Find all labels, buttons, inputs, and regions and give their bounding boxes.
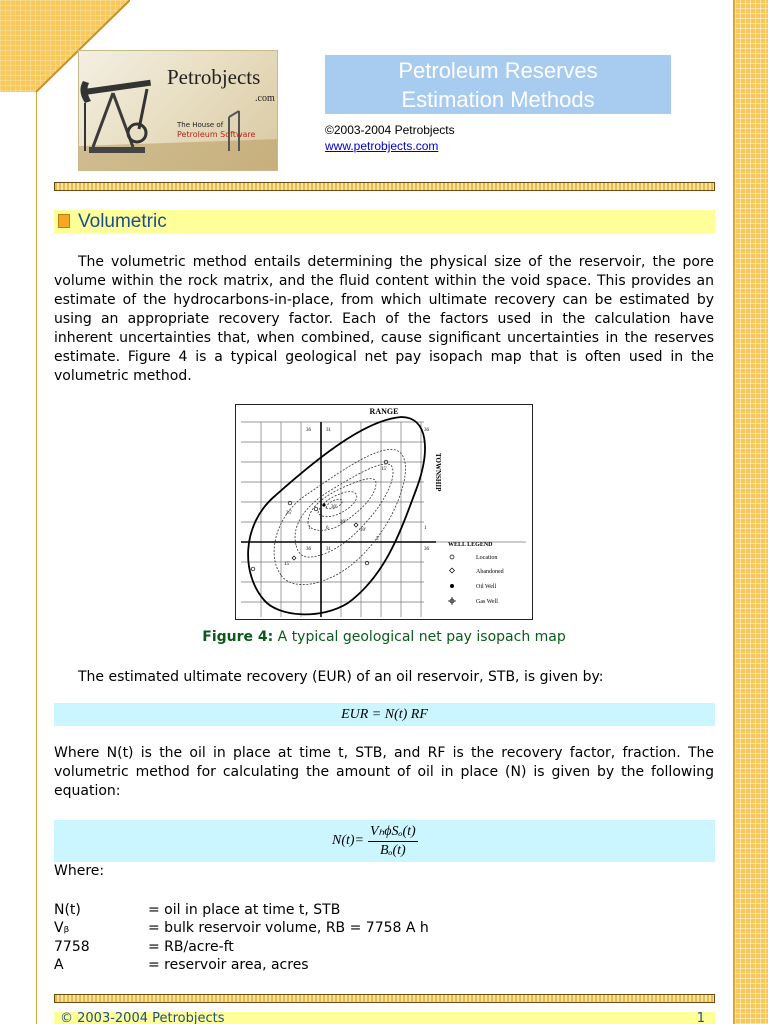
section-number: 1 [308,526,311,531]
oil-well-icon [322,503,325,506]
top-divider-bar [54,182,715,191]
equation-numerator: VₕϕSₒ(t) [368,823,418,842]
section-number: 31 [326,428,331,433]
gas-well-icon [448,597,456,605]
contour-label: 15' [381,467,387,472]
logo-tagline-line1: The House of [177,121,224,129]
contour-label: 10' [360,528,366,533]
bottom-divider-bar [54,994,715,1003]
well-symbols [251,460,388,571]
decorative-left-rule [36,0,37,1024]
abandoned-well-icon [450,568,455,573]
eur-equation: EUR = N(t) RF [54,703,715,726]
decorative-right-border [733,0,768,1024]
variable-definition: = reservoir area, acres [148,957,309,973]
header-copyright: ©2003-2004 Petrobjects [325,123,455,137]
figure-caption [0,629,768,645]
variable-row [54,957,714,976]
legend-item: Oil Well [476,584,497,590]
contour-label: 30' [331,505,337,510]
section-number: 36 [424,547,429,552]
where-label: Where: [54,863,105,879]
legend-item: Location [476,555,498,561]
contour-label: 25' [286,511,292,516]
website-link[interactable]: www.petrobjects.com [325,139,439,153]
variable-definition: = oil in place at time t, STB [148,902,341,918]
variable-row [54,939,714,958]
section-number: 6 [326,526,329,531]
logo-name: Petrobjects [167,65,261,89]
title-line-1: Petroleum Reserves [398,58,598,83]
eur-intro-paragraph: The estimated ultimate recovery (EUR) of an oil reservoir, STB, is given by: [78,669,604,685]
section-title: Volumetric [78,211,167,232]
township-label: TOWNSHIP [434,453,442,492]
contour-label: 15' [284,562,290,567]
figure-caption-label: Figure 4: [202,629,274,645]
location-icon [450,555,454,559]
section-number: 31 [326,547,331,552]
page-number: 1 [696,1012,705,1024]
variable-name: Vᵦ [54,920,70,936]
range-label: RANGE [369,407,399,416]
variable-name: A [54,957,64,973]
logo-domain: .com [255,93,275,104]
variable-row [54,920,714,939]
isopach-map [236,405,534,621]
section-heading [54,210,715,234]
contour-label: 20' [340,520,346,525]
variable-definition: = RB/acre-ft [148,939,234,955]
section-number: 36 [424,428,429,433]
variable-name: N(t) [54,902,81,918]
section-number: 1 [424,526,427,531]
oil-in-place-paragraph: Where N(t) is the oil in place at time t, STB, and RF is the recovery factor, fraction. The volumetric method for calculating the amount of oil in place (N) is given by the following equation: [54,745,714,799]
equation-body [332,822,418,860]
section-bullet-icon [58,214,70,228]
logo-tagline-line2: Petroleum Software [177,130,256,139]
legend-title: WELL LEGEND [448,542,493,548]
oil-in-place-equation [54,820,715,862]
section-number: 36 [306,428,311,433]
equation-fraction [368,823,418,859]
intro-paragraph: The volumetric method entails determining the physical size of the reservoir, the pore volume within the rock matrix, and the fluid content within the void space. This provides an estimate of the hydrocarbons-in-place, from which ultimate recovery can be estimated by using an appropriate recovery factor. Each of the factors used in the calculation have inherent uncertainties that, when combined, cause significant uncertainties in the reserves estimate. Figure 4 is a typical geological net pay isopach map that is often used in the volumetric method. [54,254,714,384]
equation-denominator: Bₒ(t) [379,843,406,858]
isopach-map-figure [235,404,533,620]
oil-well-legend-icon [450,584,454,588]
title-line-2: Estimation Methods [401,87,595,112]
variable-definition: = bulk reservoir volume, RB = 7758 A h [148,920,429,936]
section-number: 36 [306,547,311,552]
page-footer [54,1012,715,1024]
contour-label: 5' [376,537,380,542]
document-title [325,55,671,114]
petrobjects-logo [78,50,278,171]
equation-lhs: N(t)= [332,833,364,848]
variable-name: 7758 [54,939,90,955]
legend-item: Gas Well [476,599,498,605]
footer-copyright: © 2003-2004 Petrobjects [60,1012,225,1024]
variable-row [54,902,714,921]
figure-caption-text: A typical geological net pay isopach map [273,629,566,645]
legend-item: Abandoned [476,569,504,575]
